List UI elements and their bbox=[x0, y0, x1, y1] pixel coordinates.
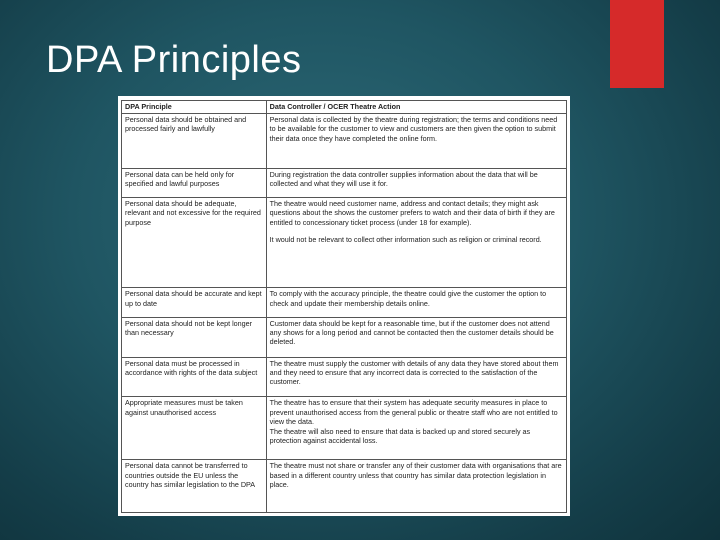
principle-cell: Personal data should be adequate, relevant and not excessive for the required purpose bbox=[122, 197, 267, 287]
table-row bbox=[122, 168, 567, 197]
principle-cell: Personal data should be obtained and processed fairly and lawfully bbox=[122, 114, 267, 169]
table-row bbox=[122, 288, 567, 317]
action-paragraph: The theatre has to ensure that their system has adequate security measures in place to prevent unauthorised access from the general public or theatre staff who are not entitled to view the data. bbox=[269, 398, 558, 427]
action-cell: The theatre must not share or transfer any of their customer data with organisations that are based in a different country unless that country has similar data protection legislation in place. bbox=[266, 460, 566, 513]
principle-cell: Personal data should be accurate and kept up to date bbox=[122, 288, 267, 317]
table-header-row bbox=[122, 101, 567, 114]
dpa-principles-table bbox=[121, 100, 567, 513]
principle-cell: Personal data cannot be transferred to countries outside the EU unless the country has similar legislation to the DPA bbox=[122, 460, 267, 513]
header-principle: DPA Principle bbox=[122, 101, 267, 114]
principle-cell: Appropriate measures must be taken against unauthorised access bbox=[122, 397, 267, 460]
action-cell: Personal data is collected by the theatre during registration; the terms and conditions need to be available for the customer to view and customers are then given the option to submit their data once they have completed the online form. bbox=[266, 114, 566, 169]
table-row bbox=[122, 460, 567, 513]
principle-cell: Personal data can be held only for specified and lawful purposes bbox=[122, 168, 267, 197]
table-row bbox=[122, 197, 567, 287]
action-cell: Customer data should be kept for a reasonable time, but if the customer does not attend any shows for a long period and cannot be contacted then the customer details should be deleted. bbox=[266, 317, 566, 357]
table-row bbox=[122, 357, 567, 397]
slide-title: DPA Principles bbox=[46, 39, 302, 81]
action-cell: The theatre must supply the customer with details of any data they have stored about them and they need to ensure that any incorrect data is corrected to the satisfaction of the customer. bbox=[266, 357, 566, 397]
action-paragraph: The theatre will also need to ensure that data is backed up and stored securely as protection against accidental loss. bbox=[269, 426, 531, 445]
red-accent-bar bbox=[610, 0, 664, 88]
principle-cell: Personal data must be processed in accordance with rights of the data subject bbox=[122, 357, 267, 397]
action-paragraph: It would not be relevant to collect other information such as religion or criminal record. bbox=[269, 235, 542, 245]
action-cell bbox=[266, 397, 566, 460]
action-cell bbox=[266, 197, 566, 287]
dpa-table-panel bbox=[118, 96, 570, 516]
table-row bbox=[122, 397, 567, 460]
table-row bbox=[122, 114, 567, 169]
header-action: Data Controller / OCER Theatre Action bbox=[266, 101, 566, 114]
action-cell: To comply with the accuracy principle, the theatre could give the customer the option to check and update their membership details online. bbox=[266, 288, 566, 317]
action-paragraph: The theatre would need customer name, address and contact details; they might ask questions about the shows the customer prefers to watch and their data of birth if they are entitled to concessionary ticket process (under 18 for example). bbox=[269, 198, 555, 227]
principle-cell: Personal data should not be kept longer than necessary bbox=[122, 317, 267, 357]
table-row bbox=[122, 317, 567, 357]
action-cell: During registration the data controller supplies information about the data that will be collected and what they will use it for. bbox=[266, 168, 566, 197]
